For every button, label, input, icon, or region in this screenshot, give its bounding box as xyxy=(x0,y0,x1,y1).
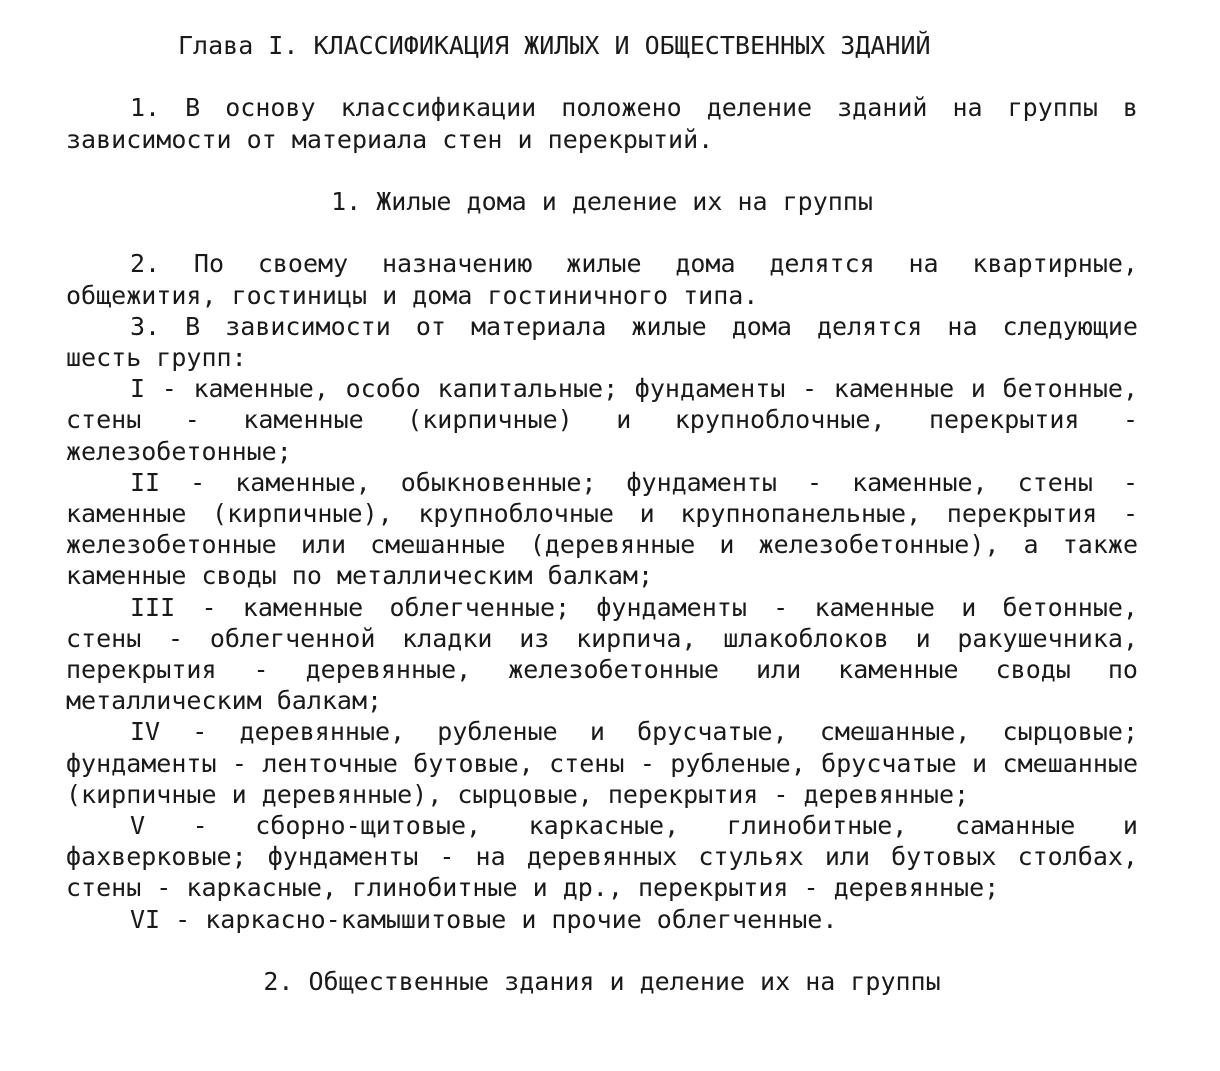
paragraph-intro: 1. В основу классификации положено деление зданий на группы в зависимости от материала стен и перекрытий. xyxy=(66,93,1138,154)
group-v-item: V - сборно-щитовые, каркасные, глинобитные, саманные и фахверковые; фундаменты - на деревянных стульях или бутовых столбах, стены - каркасные, глинобитные и др., перекрытия - деревянные; xyxy=(66,811,1138,903)
spacer xyxy=(66,217,1138,248)
spacer xyxy=(66,155,1138,186)
paragraph-material: 3. В зависимости от материала жилые дома делятся на следующие шесть групп: xyxy=(66,311,1138,372)
section-title-residential: 1. Жилые дома и деление их на группы xyxy=(331,186,873,216)
paragraph-purpose: 2. По своему назначению жилые дома делятся на квартирные, общежития, гостиницы и дома гостиничного типа. xyxy=(66,249,1138,310)
spacer xyxy=(66,935,1138,966)
group-vi-item: VI - каркасно-камышитовые и прочие облегченные. xyxy=(130,904,838,934)
section-title-public: 2. Общественные здания и деление их на группы xyxy=(263,967,941,997)
group-iii-item: III - каменные облегченные; фундаменты - каменные и бетонные, стены - облегченной кладки из кирпича, шлакоблоков и ракушечника, перекрытия - деревянные, железобетонные или каменные своды по металлическим балкам; xyxy=(66,592,1138,716)
group-ii-item: II - каменные, обыкновенные; фундаменты - каменные, стены - каменные (кирпичные), крупноблочные и крупнопанельные, перекрытия - железобетонные или смешанные (деревянные и железобетонные), а также каменные своды по металлическим балкам; xyxy=(66,467,1138,591)
spacer xyxy=(66,61,1138,92)
document-page xyxy=(66,30,1138,997)
group-iv-item: IV - деревянные, рубленые и брусчатые, смешанные, сырцовые; фундаменты - ленточные бутовые, стены - рубленые, брусчатые и смешанные (кирпичные и деревянные), сырцовые, перекрытия - деревянные; xyxy=(66,717,1138,809)
chapter-title: Глава I. КЛАССИФИКАЦИЯ ЖИЛЫХ И ОБЩЕСТВЕННЫХ ЗДАНИЙ xyxy=(178,31,931,60)
group-i-item: I - каменные, особо капитальные; фундаменты - каменные и бетонные, стены - каменные (кирпичные) и крупноблочные, перекрытия - железобетонные; xyxy=(66,374,1138,466)
